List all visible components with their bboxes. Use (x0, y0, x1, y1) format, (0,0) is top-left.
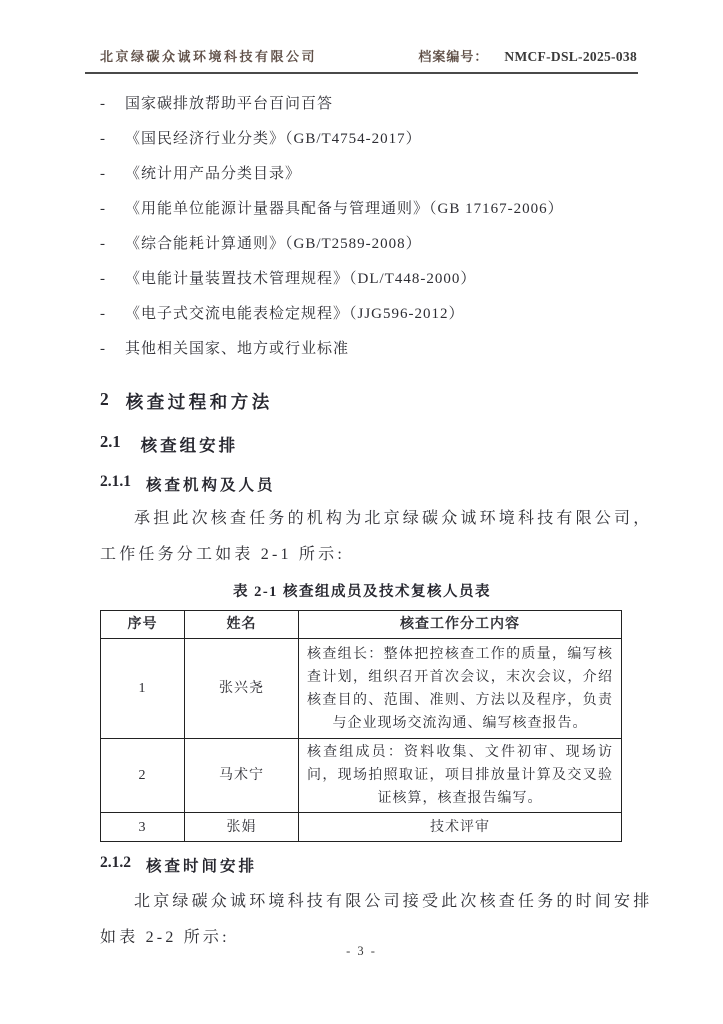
reference-text: 《综合能耗计算通则》（GB/T2589-2008） (125, 236, 422, 252)
section-heading-2-1-2 (100, 854, 624, 876)
col-header-index: 序号 (101, 611, 185, 639)
verification-team-table (100, 610, 622, 842)
cell-name: 张兴尧 (185, 639, 299, 739)
paragraph-line: 工作任务分工如表 2-1 所示: (100, 546, 345, 563)
list-item (100, 297, 624, 332)
table-row (101, 813, 622, 842)
cell-name: 马术宁 (185, 739, 299, 813)
company-name: 北京绿碳众诚环境科技有限公司 (100, 49, 318, 64)
reference-text: 《国民经济行业分类》（GB/T4754-2017） (125, 131, 422, 147)
section-number: 2.1.1 (100, 473, 131, 490)
list-dash: - (100, 236, 106, 252)
section-title: 核查组安排 (140, 436, 239, 455)
page-number: - 3 - (346, 944, 377, 958)
cell-duty: 核查组成员：资料收集、文件初审、现场访问，现场拍照取证，项目排放量计算及交叉验证核算，核查报告编写。 (299, 739, 622, 813)
col-header-name: 姓名 (185, 611, 299, 639)
list-dash: - (100, 201, 106, 217)
reference-text: 《电能计量装置技术管理规程》（DL/T448-2000） (125, 271, 477, 287)
archive-number-block (418, 46, 637, 65)
list-item (100, 122, 624, 157)
table-caption: 表 2-1 核查组成员及技术复核人员表 (232, 584, 492, 600)
section-heading-2 (100, 389, 624, 414)
reference-text: 《用能单位能源计量器具配备与管理通则》（GB 17167-2006） (125, 201, 564, 217)
reference-text: 《统计用产品分类目录》 (125, 166, 302, 182)
list-item (100, 227, 624, 262)
list-item (100, 262, 624, 297)
section-number: 2 (100, 389, 109, 409)
archive-label: 档案编号： (418, 49, 489, 64)
list-dash: - (100, 166, 106, 182)
cell-duty: 核查组长：整体把控核查工作的质量，编写核查计划，组织召开首次会议，末次会议，介绍核查目的、范围、准则、方法以及程序，负责与企业现场交流沟通、编写核查报告。 (299, 639, 622, 739)
page-content (100, 87, 653, 948)
list-dash: - (100, 96, 106, 112)
cell-index: 2 (101, 739, 185, 813)
paragraph-line: 承担此次核查任务的机构为北京绿碳众诚环境科技有限公司， (134, 510, 653, 527)
table-row (101, 639, 622, 739)
list-item (100, 332, 624, 367)
table-row (101, 739, 622, 813)
paragraph-line: 北京绿碳众诚环境科技有限公司接受此次核查任务的时间安排 (134, 893, 653, 910)
list-item (100, 157, 624, 192)
list-dash: - (100, 271, 106, 287)
paragraph-line: 如表 2-2 所示: (100, 929, 230, 946)
cell-duty: 技术评审 (299, 813, 622, 842)
cell-index: 1 (101, 639, 185, 739)
section-title: 核查时间安排 (146, 858, 258, 875)
section-heading-2-1-1 (100, 473, 624, 495)
section-title: 核查机构及人员 (146, 477, 276, 494)
document-header (100, 46, 637, 65)
section-number: 2.1.2 (100, 854, 131, 871)
list-item (100, 87, 624, 122)
table-header-row (101, 611, 622, 639)
cell-name: 张娟 (185, 813, 299, 842)
section-number: 2.1 (100, 432, 121, 451)
col-header-duty: 核查工作分工内容 (299, 611, 622, 639)
reference-text: 国家碳排放帮助平台百问百答 (125, 96, 334, 112)
list-dash: - (100, 131, 106, 147)
archive-number: NMCF-DSL-2025-038 (504, 49, 637, 64)
reference-list (100, 87, 624, 367)
list-item (100, 192, 624, 227)
section-title: 核查过程和方法 (125, 392, 273, 412)
reference-text: 其他相关国家、地方或行业标准 (125, 341, 350, 357)
list-dash: - (100, 341, 106, 357)
cell-index: 3 (101, 813, 185, 842)
section-heading-2-1 (100, 432, 624, 456)
list-dash: - (100, 306, 106, 322)
header-divider-line (85, 72, 638, 74)
reference-text: 《电子式交流电能表检定规程》（JJG596-2012） (125, 306, 465, 322)
